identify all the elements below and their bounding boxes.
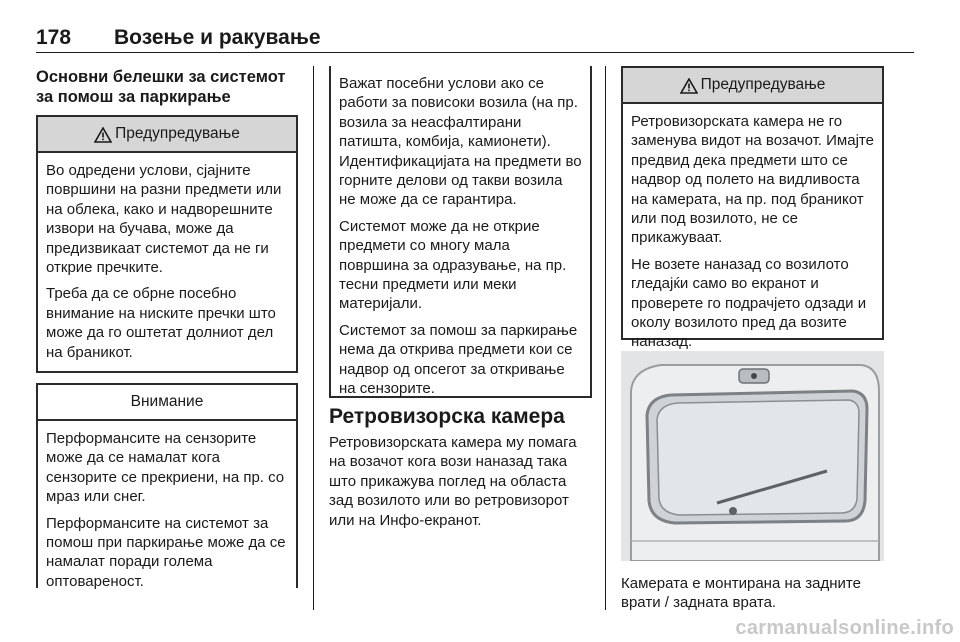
rear-door-camera-illustration xyxy=(621,351,884,561)
warning-box-1 xyxy=(36,115,298,373)
caution-box-header xyxy=(38,385,296,421)
warning-box-2 xyxy=(621,66,884,351)
warning-box-1-paragraph-2: Треба да се обрне посебно внимание на ниските пречки што може да го оштетат долниот дел на браникот. xyxy=(46,285,276,361)
page-header xyxy=(36,26,914,54)
rear-camera-text: Ретровизорската камера му помага на возачот кога вози наназад така што прикажува поглед на областа зад возилото или во ретровизорот или на Инфо-екранот. xyxy=(329,434,577,529)
camera-caption-block xyxy=(621,574,887,613)
rear-door-drawing xyxy=(621,351,884,561)
continued-paragraph-3: Системот за помош за паркирање нема да открива предмети кои се надвор од опсегот за откривање на сензорите. xyxy=(339,321,578,398)
continued-warning-box xyxy=(329,66,592,398)
column-separator-2 xyxy=(605,66,606,610)
caution-box-paragraph-2: Перформансите на системот за помош при паркирање може да се намалат поради голема оптовареност. xyxy=(46,514,286,590)
warning-box-1-paragraph-1: Во одредени услови, сјајните површини на разни предмети или на облека, како и надворешните извори на бучава, може да предизвикаат системот да не ги открие пречките. xyxy=(46,162,282,277)
watermark: carmanualsonline.info xyxy=(735,617,954,639)
parking-assist-title: Основни белешки за системот за помош за паркирање xyxy=(36,68,286,106)
warning-triangle-icon xyxy=(680,78,698,94)
page-number: 178 xyxy=(36,26,72,49)
warning-box-2-paragraph-1: Ретровизорската камера не го заменува видот на возачот. Имајте предвид дека предмети што се надвор од полето на видливоста на камерата, на пр. под браникот или под возилото, не се прикажуваат. xyxy=(631,113,874,247)
caution-box-paragraph-1: Перформансите на сензорите може да се намалат кога сензорите се прекриени, на пр. со мраз или снег. xyxy=(46,430,285,506)
continued-paragraph-2: Системот може да не открие предмети со многу мала површина за одразување, на пр. тесни предмети или меки материјали. xyxy=(339,217,567,313)
caution-box xyxy=(36,383,298,588)
warning-box-1-header xyxy=(38,117,296,153)
camera-caption: Камерата е монтирана на задните врати / задната врата. xyxy=(621,575,861,612)
header-rule xyxy=(36,52,914,53)
column-separator-1 xyxy=(313,66,314,610)
warning-triangle-icon xyxy=(94,127,112,143)
rear-camera-title: Ретровизорска камера xyxy=(329,405,565,428)
warning-box-2-paragraph-2: Не возете наназад со возилото гледајќи само во екранот и проверете го подрачјето одзади и околу возилото пред да возите наназад. xyxy=(631,255,867,351)
warning-box-2-header xyxy=(623,68,882,104)
continued-paragraph-1: Важат посебни услови ако се работи за повисоки возила (на пр. возила за неасфалтирани патишта, комбија, камионети). Идентификацијата на предмети во горните делови од такви возила не може да се гарантира. xyxy=(339,75,582,209)
warning-box-1-heading: Предупредување xyxy=(115,125,240,142)
warning-box-2-heading: Предупредување xyxy=(700,76,826,93)
rear-camera-text-block xyxy=(329,433,593,530)
chapter-title: Возење и ракување xyxy=(114,26,321,49)
caution-box-heading: Внимание xyxy=(130,393,204,410)
